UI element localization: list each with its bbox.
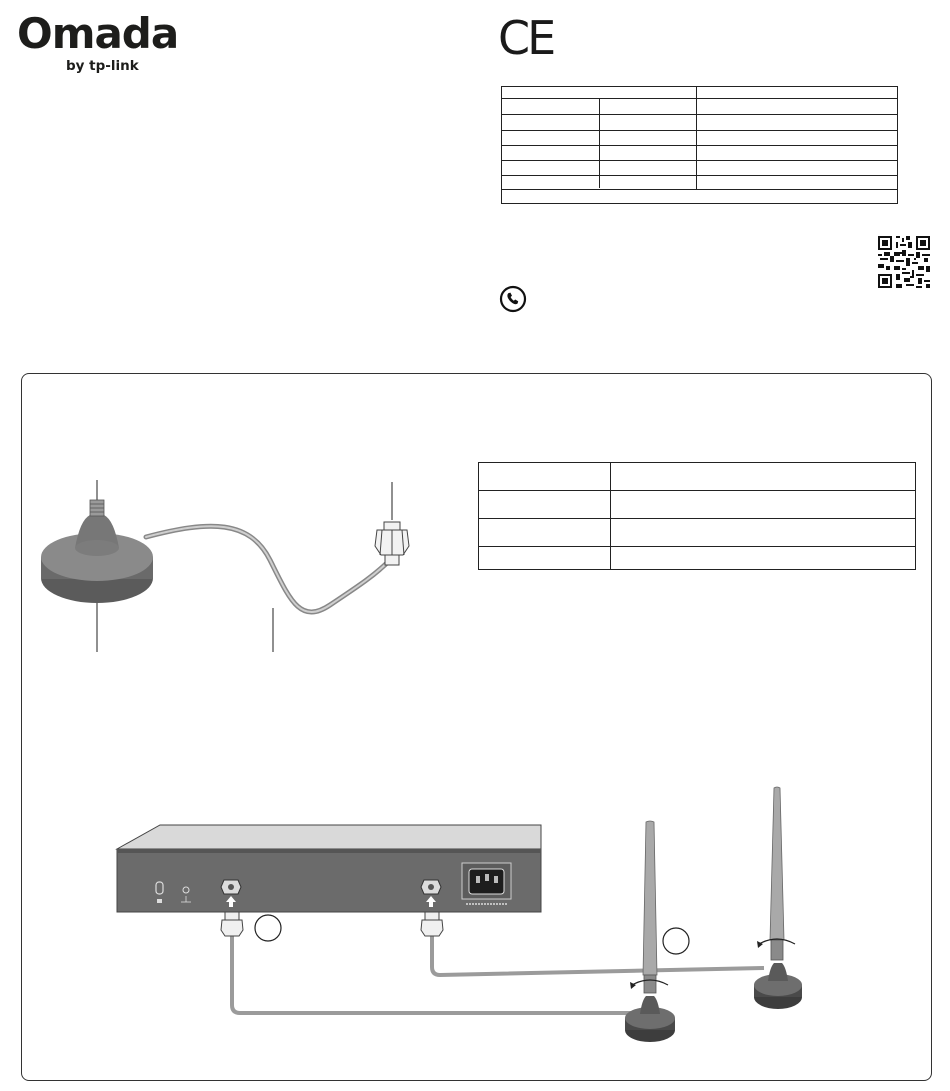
- brand-logo: Omada: [17, 9, 179, 58]
- ce-mark: CE: [498, 11, 554, 65]
- brand-sub-logo: by tp-link: [66, 58, 139, 74]
